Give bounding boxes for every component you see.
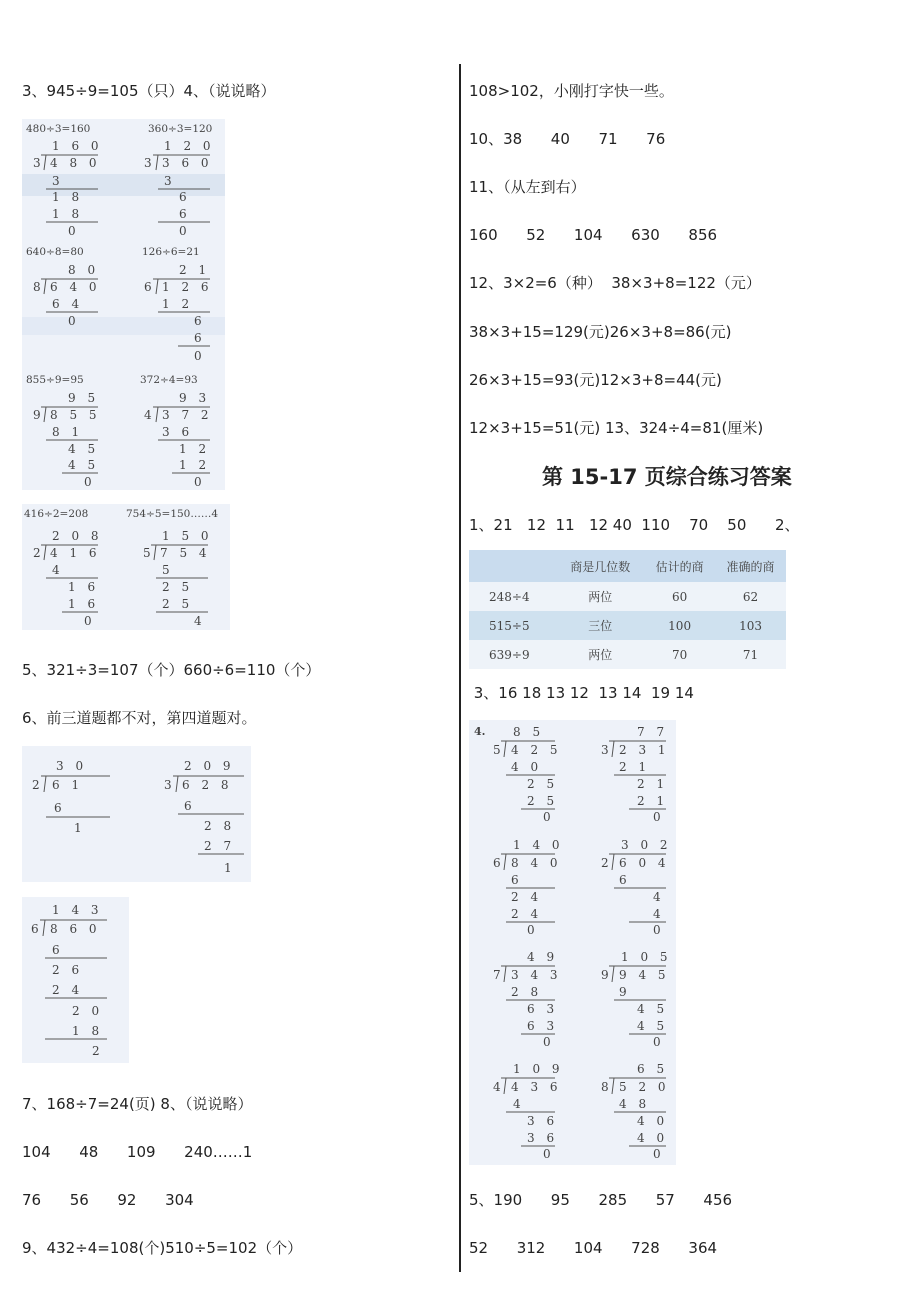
step: 2 8 [511, 985, 543, 999]
quotient: 1 4 3 [52, 903, 103, 917]
step: 2 1 [637, 777, 669, 791]
dividend: 4 3 6 [511, 1080, 562, 1094]
long-division-scan-4 [22, 897, 129, 1063]
table-row [469, 640, 786, 669]
step: 2 4 [511, 890, 543, 904]
quotient: 3 0 2 [621, 838, 672, 852]
divisor: 9 [601, 968, 613, 982]
divisor: 3 [601, 743, 613, 757]
quotient: 4 9 [527, 950, 559, 964]
step: 2 5 [162, 597, 194, 611]
long-division-scan-5 [469, 720, 676, 1165]
table-cell: 248÷4 [469, 582, 556, 611]
step: 6 [619, 873, 631, 887]
quotient: 1 2 0 [164, 139, 215, 153]
label: 640÷8=80 [26, 246, 84, 258]
step: 3 6 [162, 425, 194, 439]
problem-number: 4. [474, 725, 486, 738]
dividend: 6 4 0 [50, 280, 101, 294]
dividend: 9 4 5 [619, 968, 670, 982]
step: 6 [179, 190, 191, 204]
label: 416÷2=208 [24, 508, 89, 520]
step: 6 [179, 207, 191, 221]
answer-line-p15-1: 1、21 12 11 12 40 110 70 50 2、 [469, 516, 800, 534]
divisor: 4 [144, 408, 156, 422]
divisor: 8 [33, 280, 45, 294]
table-cell: 71 [715, 640, 786, 669]
dividend: 4 8 0 [50, 156, 101, 170]
step: 2 7 [204, 839, 236, 853]
step: 4 0 [637, 1131, 669, 1145]
dividend: 6 2 8 [182, 778, 233, 792]
remainder: 0 [653, 1035, 665, 1049]
remainder: 0 [543, 1147, 555, 1161]
table-row [469, 582, 786, 611]
divisor: 6 [31, 922, 43, 936]
dividend: 4 2 5 [511, 743, 562, 757]
table-cell: 两位 [556, 582, 644, 611]
divisor: 3 [33, 156, 45, 170]
dividend: 5 2 0 [619, 1080, 670, 1094]
dividend: 6 1 [52, 778, 84, 792]
answer-line-11b: 160 52 104 630 856 [469, 226, 718, 244]
remainder: 0 [543, 1035, 555, 1049]
divisor: 2 [32, 778, 44, 792]
table-cell: 515÷5 [469, 611, 556, 640]
remainder: 0 [527, 923, 539, 937]
step: 6 [194, 331, 206, 345]
step: 3 [164, 174, 176, 188]
step: 4 [513, 1097, 525, 1111]
answer-line-7-8: 7、168÷7=24(页) 8、（说说略） [22, 1095, 253, 1113]
column-divider [459, 64, 461, 1272]
quotient: 1 0 9 [513, 1062, 564, 1076]
table-header: 商是几位数 [556, 550, 644, 582]
step: 4 8 [619, 1097, 651, 1111]
remainder: 0 [179, 224, 191, 238]
quotient: 2 1 [179, 263, 211, 277]
table-cell: 60 [644, 582, 715, 611]
step: 4 0 [511, 760, 543, 774]
label: 754÷5=150……4 [126, 508, 219, 520]
remainder: 0 [653, 1147, 665, 1161]
answer-line-12c: 26×3+15=93(元)12×3+8=44(元) [469, 371, 722, 389]
divisor: 4 [493, 1080, 505, 1094]
step: 4 [52, 563, 64, 577]
step: 2 4 [52, 983, 84, 997]
label: 855÷9=95 [26, 374, 84, 386]
answer-line-5: 5、321÷3=107（个）660÷6=110（个） [22, 661, 321, 679]
step: 3 [52, 174, 64, 188]
quotient: 1 0 5 [621, 950, 672, 964]
divisor: 7 [493, 968, 505, 982]
table-cell: 62 [715, 582, 786, 611]
quotient: 7 7 [637, 725, 669, 739]
remainder: 2 [92, 1044, 104, 1058]
quotient: 9 3 [179, 391, 211, 405]
dividend: 8 5 5 [50, 408, 101, 422]
answer-line-p15-5: 5、190 95 285 57 456 [469, 1191, 733, 1209]
step: 6 [54, 801, 66, 815]
step: 3 6 [527, 1114, 559, 1128]
quotient: 3 0 [56, 759, 88, 773]
dividend: 1 2 6 [162, 280, 213, 294]
answer-line-6: 6、前三道题都不对，第四道题对。 [22, 709, 257, 727]
quotient: 1 5 0 [162, 529, 213, 543]
step: 1 6 [68, 580, 100, 594]
label: 480÷3=160 [26, 123, 91, 135]
step: 3 6 [527, 1131, 559, 1145]
step: 2 0 [72, 1004, 104, 1018]
table-header [469, 550, 556, 582]
step: 6 3 [527, 1002, 559, 1016]
step: 4 [653, 890, 665, 904]
answer-line-12d-13: 12×3+15=51(元) 13、324÷4=81(厘米) [469, 419, 764, 437]
label: 126÷6=21 [142, 246, 200, 258]
table-header: 估计的商 [644, 550, 715, 582]
step: 9 [619, 985, 631, 999]
remainder: 1 [74, 821, 86, 835]
step: 4 5 [637, 1019, 669, 1033]
remainder: 0 [194, 349, 206, 363]
quotient: 1 4 0 [513, 838, 564, 852]
answer-line-8b: 76 56 92 304 [22, 1191, 194, 1209]
step: 2 5 [527, 794, 559, 808]
step: 1 2 [179, 442, 211, 456]
step: 2 5 [162, 580, 194, 594]
dividend: 3 6 0 [162, 156, 213, 170]
quotient: 2 0 8 [52, 529, 103, 543]
divisor: 6 [144, 280, 156, 294]
step: 6 [52, 943, 64, 957]
remainder: 0 [84, 475, 96, 489]
divisor: 2 [33, 546, 45, 560]
table-cell: 三位 [556, 611, 644, 640]
step: 4 5 [68, 458, 100, 472]
table-cell: 639÷9 [469, 640, 556, 669]
dividend: 3 4 3 [511, 968, 562, 982]
table-cell: 100 [644, 611, 715, 640]
dividend: 8 6 0 [50, 922, 101, 936]
dividend: 3 7 2 [162, 408, 213, 422]
answer-line-11: 11、（从左到右） [469, 178, 586, 196]
dividend: 7 5 4 [160, 546, 211, 560]
long-division-scan-3 [22, 746, 251, 882]
divisor: 6 [493, 856, 505, 870]
answer-line-8a: 104 48 109 240……1 [22, 1143, 253, 1161]
section-heading-text: 第 15-17 页综合练习答案 [542, 465, 792, 489]
step: 6 4 [52, 297, 84, 311]
step: 2 8 [204, 819, 236, 833]
step: 6 3 [527, 1019, 559, 1033]
step: 4 5 [637, 1002, 669, 1016]
table-cell: 103 [715, 611, 786, 640]
step: 2 6 [52, 963, 84, 977]
divisor: 5 [143, 546, 155, 560]
step: 1 2 [179, 458, 211, 472]
quotient: 8 5 [513, 725, 545, 739]
remainder: 1 [224, 861, 236, 875]
step: 1 8 [52, 190, 84, 204]
dividend: 6 0 4 [619, 856, 670, 870]
long-division-scan-1 [22, 119, 225, 490]
remainder: 0 [68, 314, 80, 328]
table-cell: 70 [644, 640, 715, 669]
answer-line-3-4: 3、945÷9=105（只）4、（说说略） [22, 82, 276, 100]
step: 2 5 [527, 777, 559, 791]
remainder: 0 [653, 923, 665, 937]
dividend: 2 3 1 [619, 743, 670, 757]
step: 8 1 [52, 425, 84, 439]
answer-line-12: 12、3×2=6（种） 38×3+8=122（元） [469, 274, 761, 292]
divisor: 3 [144, 156, 156, 170]
step: 1 6 [68, 597, 100, 611]
table-cell: 两位 [556, 640, 644, 669]
answer-line-9b: 108>102，小刚打字快一些。 [469, 82, 674, 100]
remainder: 0 [68, 224, 80, 238]
remainder: 0 [84, 614, 96, 628]
divisor: 2 [601, 856, 613, 870]
step: 1 2 [162, 297, 194, 311]
label: 372÷4=93 [140, 374, 198, 386]
label: 360÷3=120 [148, 123, 213, 135]
quotient-table [469, 550, 786, 665]
step: 5 [162, 563, 174, 577]
dividend: 8 4 0 [511, 856, 562, 870]
quotient: 2 0 9 [184, 759, 235, 773]
remainder: 4 [194, 614, 206, 628]
quotient: 9 5 [68, 391, 100, 405]
step: 2 1 [619, 760, 651, 774]
answer-line-p15-5b: 52 312 104 728 364 [469, 1239, 718, 1257]
step: 6 [511, 873, 523, 887]
long-division-scan-2 [22, 504, 230, 630]
quotient: 6 5 [637, 1062, 669, 1076]
answer-line-12b: 38×3+15=129(元)26×3+8=86(元) [469, 323, 732, 341]
answer-line-9: 9、432÷4=108(个)510÷5=102（个） [22, 1239, 303, 1257]
table-row [469, 611, 786, 640]
step: 6 [194, 314, 206, 328]
remainder: 0 [194, 475, 206, 489]
dividend: 4 1 6 [50, 546, 101, 560]
step: 2 4 [511, 907, 543, 921]
quotient: 8 0 [68, 263, 100, 277]
divisor: 3 [164, 778, 176, 792]
remainder: 0 [543, 810, 555, 824]
quotient: 1 6 0 [52, 139, 103, 153]
step: 1 8 [72, 1024, 104, 1038]
step: 4 0 [637, 1114, 669, 1128]
answer-line-p15-3: 3、16 18 13 12 13 14 19 14 [469, 684, 694, 702]
divisor: 5 [493, 743, 505, 757]
answer-line-10: 10、38 40 71 76 [469, 130, 666, 148]
step: 2 1 [637, 794, 669, 808]
divisor: 8 [601, 1080, 613, 1094]
step: 4 5 [68, 442, 100, 456]
table-header: 准确的商 [715, 550, 786, 582]
remainder: 0 [653, 810, 665, 824]
step: 1 8 [52, 207, 84, 221]
divisor: 9 [33, 408, 45, 422]
step: 6 [184, 799, 196, 813]
step: 4 [653, 907, 665, 921]
